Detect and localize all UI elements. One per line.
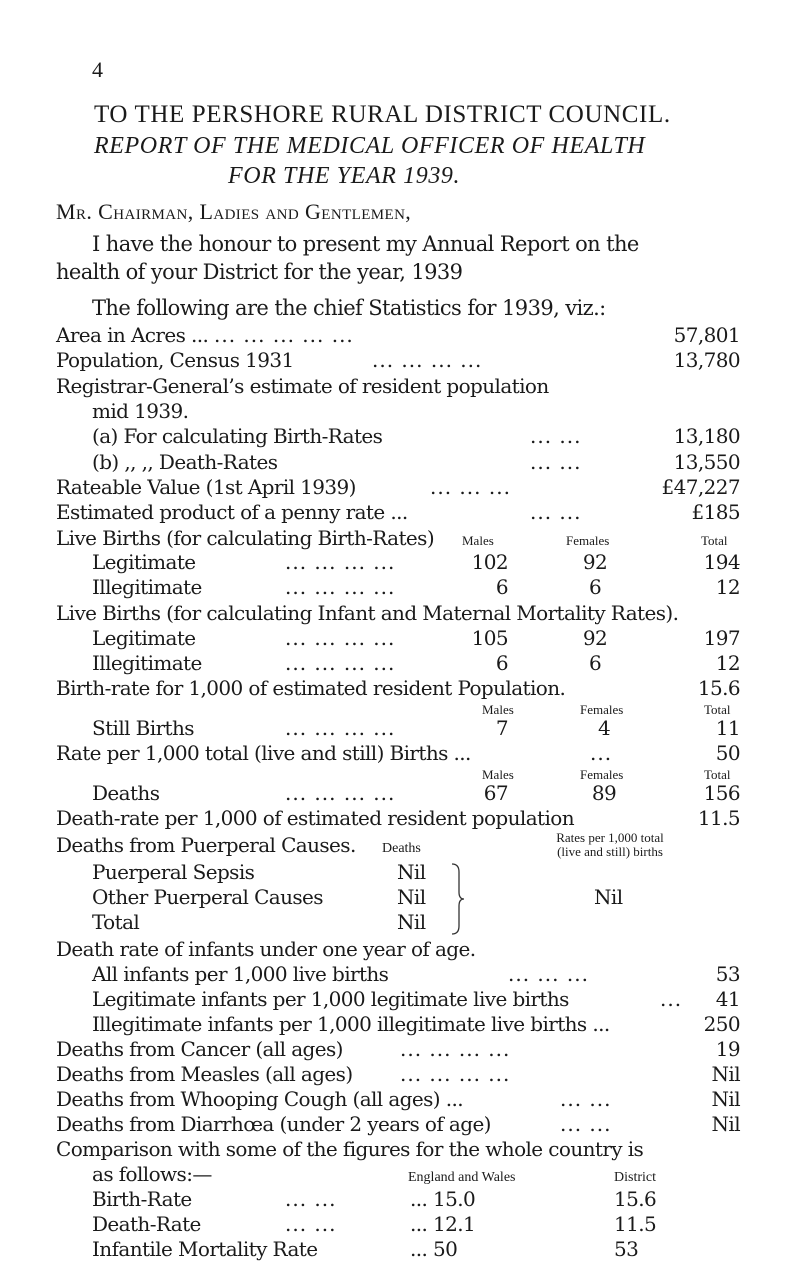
- live-births-1-illegit-males: 6: [495, 575, 508, 599]
- birth-rate-value: 15.6: [697, 676, 740, 700]
- stats-intro: The following are the chief Statistics for 1939, viz.:: [92, 296, 606, 320]
- council-heading: TO THE PERSHORE RURAL DISTRICT COUNCIL.: [94, 101, 671, 128]
- deaths-males-header: Males: [482, 767, 514, 782]
- puerperal-rates-header-1: Rates per 1,000 total: [556, 830, 664, 845]
- comparison-infantile-label: Infantile Mortality Rate: [92, 1237, 318, 1261]
- still-births-males-header: Males: [482, 702, 514, 717]
- deaths-total: 156: [703, 781, 740, 805]
- birth-rate-label: Birth-rate for 1,000 of estimated resident Population.: [56, 676, 566, 700]
- infant-heading: Death rate of infants under one year of age.: [56, 937, 476, 961]
- live-births-2-illegit-label: Illegitimate: [92, 651, 202, 675]
- puerperal-sepsis-label: Puerperal Sepsis: [92, 860, 255, 884]
- live-births-1-label: Live Births (for calculating Birth-Rates): [56, 526, 435, 550]
- live-births-1-illegit-females: 6: [588, 575, 602, 599]
- comparison-birth-england: ... 15.0: [410, 1187, 476, 1211]
- deaths-dots: ... ... ... ...: [285, 781, 396, 805]
- still-births-dots: ... ... ... ...: [285, 716, 396, 740]
- still-rate-label: Rate per 1,000 total (live and still) Births ...: [56, 741, 471, 765]
- puerperal-sepsis-value: Nil: [397, 860, 426, 884]
- measles-label: Deaths from Measles (all ages): [56, 1062, 353, 1086]
- infant-all-value: 53: [715, 962, 740, 986]
- whooping-cough-dots: ... ...: [560, 1087, 612, 1111]
- comparison-england-header: England and Wales: [408, 1170, 516, 1185]
- live-births-2-legit-total: 197: [703, 626, 740, 650]
- registrar-line-1: Registrar-General’s estimate of resident population: [56, 374, 549, 398]
- penny-rate-value: £185: [691, 500, 740, 524]
- population-dots: ... ... ... ...: [372, 348, 483, 372]
- whooping-cough-label: Deaths from Whooping Cough (all ages) ...: [56, 1087, 464, 1111]
- live-births-1-legit-label: Legitimate: [92, 550, 196, 574]
- death-rate-label: Death-rate per 1,000 of estimated resident population: [56, 806, 574, 830]
- live-births-1-legit-females: 92: [582, 550, 608, 574]
- population-label: Population, Census 1931: [56, 348, 294, 372]
- rateable-dots: ... ... ...: [430, 475, 511, 499]
- comparison-line-2: as follows:—: [92, 1162, 212, 1186]
- still-births-total: 11: [715, 716, 740, 740]
- comparison-death-label: Death-Rate: [92, 1212, 201, 1236]
- report-title-line-1: REPORT OF THE MEDICAL OFFICER OF HEALTH: [94, 133, 646, 159]
- death-rates-label: (b) ,, ,, Death-Rates: [92, 450, 278, 474]
- live-births-1-illegit-label: Illegitimate: [92, 575, 202, 599]
- live-births-1-illegit-dots: ... ... ... ...: [285, 575, 396, 599]
- brace-icon: [450, 862, 466, 936]
- comparison-death-district: 11.5: [614, 1212, 657, 1236]
- penny-rate-dots: ... ...: [530, 500, 582, 524]
- live-births-2-legit-label: Legitimate: [92, 626, 196, 650]
- intro-line-1: I have the honour to present my Annual Report on the: [92, 232, 639, 256]
- still-births-label: Still Births: [92, 716, 194, 740]
- puerperal-total-label: Total: [92, 910, 140, 934]
- report-title-line-2: FOR THE YEAR 1939.: [228, 163, 461, 189]
- diarrhoea-value: Nil: [711, 1112, 740, 1136]
- still-births-females: 4: [597, 716, 611, 740]
- infant-legit-label: Legitimate infants per 1,000 legitimate live births: [92, 987, 569, 1011]
- salutation: Mr. Chairman, Ladies and Gentlemen,: [56, 199, 412, 224]
- live-births-2-label: Live Births (for calculating Infant and Maternal Mortality Rates).: [56, 601, 679, 625]
- registrar-line-2: mid 1939.: [92, 399, 189, 423]
- puerperal-other-label: Other Puerperal Causes: [92, 885, 323, 909]
- puerperal-label: Deaths from Puerperal Causes.: [56, 833, 356, 857]
- comparison-birth-district: 15.6: [614, 1187, 657, 1211]
- puerperal-rate-value: Nil: [594, 885, 623, 909]
- live-births-1-males-header: Males: [462, 533, 494, 548]
- death-rates-value: 13,550: [673, 450, 740, 474]
- still-births-total-header: Total: [704, 702, 731, 717]
- puerperal-total-value: Nil: [397, 910, 426, 934]
- area-value: 57,801: [673, 323, 740, 347]
- death-rate-value: 11.5: [697, 806, 740, 830]
- infant-illegit-label: Illegitimate infants per 1,000 illegitimate live births ...: [92, 1012, 610, 1036]
- infant-legit-dots: ...: [660, 987, 683, 1011]
- live-births-1-illegit-total: 12: [715, 575, 740, 599]
- diarrhoea-label: Deaths from Diarrhœa (under 2 years of age): [56, 1112, 491, 1136]
- live-births-1-total-header: Total: [701, 533, 728, 548]
- birth-rates-value: 13,180: [673, 424, 740, 448]
- live-births-2-illegit-females: 6: [588, 651, 602, 675]
- area-label: Area in Acres ...: [56, 323, 209, 347]
- infant-illegit-value: 250: [703, 1012, 740, 1036]
- live-births-2-illegit-dots: ... ... ... ...: [285, 651, 396, 675]
- still-rate-value: 50: [715, 741, 740, 765]
- rateable-value: £47,227: [661, 475, 740, 499]
- comparison-death-england: ... 12.1: [410, 1212, 476, 1236]
- deaths-total-header: Total: [704, 767, 731, 782]
- comparison-birth-dots: ... ...: [285, 1187, 337, 1211]
- area-dots: ... ... ... ... ...: [214, 323, 354, 347]
- comparison-line-1: Comparison with some of the figures for the whole country is: [56, 1137, 644, 1161]
- population-value: 13,780: [673, 348, 740, 372]
- live-births-1-females-header: Females: [566, 533, 610, 548]
- comparison-death-dots: ... ...: [285, 1212, 337, 1236]
- cancer-dots: ... ... ... ...: [400, 1037, 511, 1061]
- measles-dots: ... ... ... ...: [400, 1062, 511, 1086]
- live-births-2-legit-females: 92: [582, 626, 608, 650]
- still-rate-dots: ...: [590, 741, 613, 765]
- comparison-infantile-england: ... 50: [410, 1237, 458, 1261]
- puerperal-deaths-header: Deaths: [382, 841, 421, 856]
- live-births-2-illegit-males: 6: [495, 651, 508, 675]
- penny-rate-label: Estimated product of a penny rate ...: [56, 500, 408, 524]
- infant-legit-value: 41: [715, 987, 740, 1011]
- rateable-label: Rateable Value (1st April 1939): [56, 475, 356, 499]
- cancer-label: Deaths from Cancer (all ages): [56, 1037, 343, 1061]
- infant-all-dots: ... ... ...: [508, 962, 589, 986]
- live-births-2-illegit-total: 12: [715, 651, 740, 675]
- live-births-1-legit-dots: ... ... ... ...: [285, 550, 396, 574]
- measles-value: Nil: [711, 1062, 740, 1086]
- cancer-value: 19: [715, 1037, 740, 1061]
- puerperal-other-value: Nil: [397, 885, 426, 909]
- birth-rates-label: (a) For calculating Birth-Rates: [92, 424, 383, 448]
- birth-rates-dots: ... ...: [530, 424, 582, 448]
- puerperal-rates-header-2: (live and still) births: [557, 844, 663, 859]
- deaths-females-header: Females: [580, 767, 624, 782]
- intro-line-2: health of your District for the year, 1939: [56, 260, 463, 284]
- comparison-infantile-district: 53: [614, 1237, 639, 1261]
- live-births-2-legit-dots: ... ... ... ...: [285, 626, 396, 650]
- deaths-females: 89: [591, 781, 617, 805]
- comparison-birth-label: Birth-Rate: [92, 1187, 192, 1211]
- live-births-1-legit-males: 102: [471, 550, 508, 574]
- page-number: 4: [92, 57, 103, 82]
- infant-all-label: All infants per 1,000 live births: [92, 962, 389, 986]
- live-births-1-legit-total: 194: [703, 550, 740, 574]
- comparison-district-header: District: [614, 1170, 656, 1185]
- still-births-males: 7: [495, 716, 508, 740]
- whooping-cough-value: Nil: [711, 1087, 740, 1111]
- death-rates-dots: ... ...: [530, 450, 582, 474]
- deaths-males: 67: [483, 781, 508, 805]
- deaths-label: Deaths: [92, 781, 160, 805]
- still-births-females-header: Females: [580, 702, 624, 717]
- diarrhoea-dots: ... ...: [560, 1112, 612, 1136]
- live-births-2-legit-males: 105: [471, 626, 508, 650]
